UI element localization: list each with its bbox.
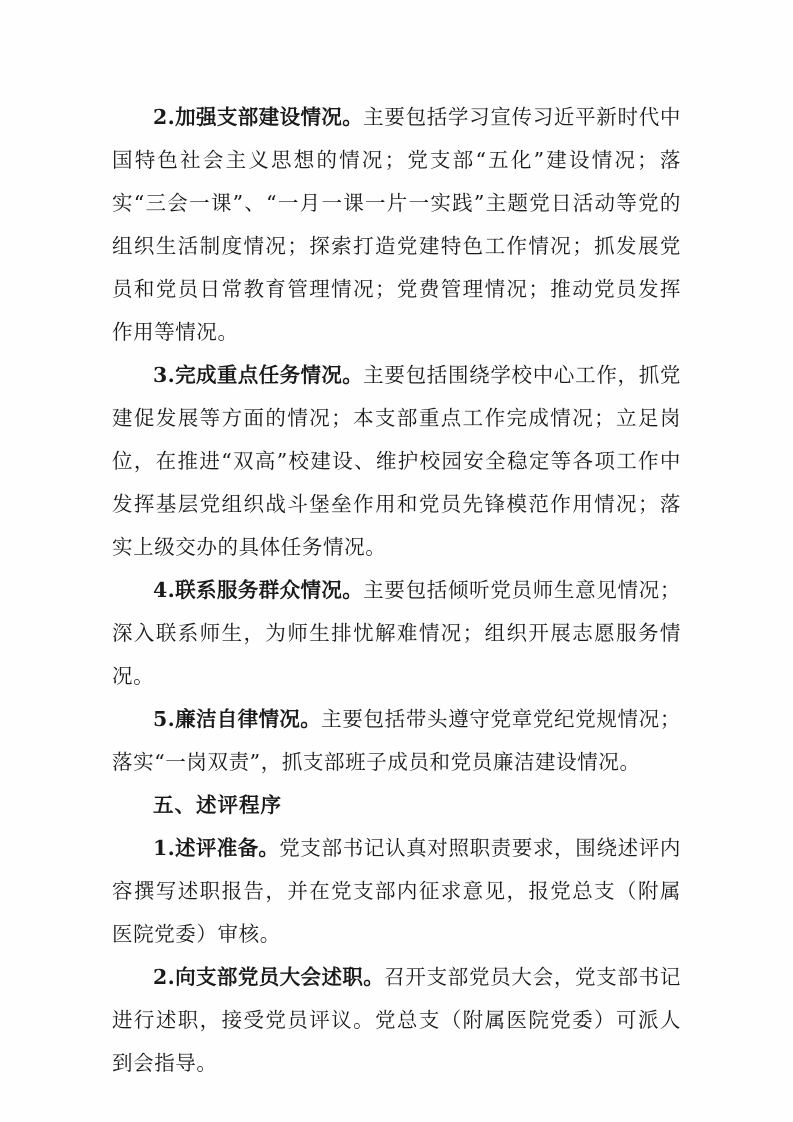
- paragraph-serving-masses: [112, 569, 681, 698]
- paragraph-key-tasks: [112, 354, 681, 569]
- paragraph-lead-label: 1.述评准备。: [153, 836, 280, 860]
- paragraph-lead-label: 2.向支部党员大会述职。: [153, 965, 385, 989]
- paragraph-text: 党支部书记认真对照职责要求，围绕述评内容撰写述职报告，并在党支部内征求意见，报党总支（附属医院党委）审核。: [112, 836, 681, 946]
- paragraph-lead-label: 3.完成重点任务情况。: [153, 363, 364, 387]
- paragraph-lead-label: 4.联系服务群众情况。: [153, 578, 364, 602]
- document-body: [112, 96, 681, 1085]
- section-heading-procedure: 五、述评程序: [153, 793, 282, 817]
- paragraph-lead-label: 2.加强支部建设情况。: [153, 105, 364, 129]
- paragraph-text: 主要包括学习宣传习近平新时代中国特色社会主义思想的情况；党支部“五化”建设情况；落实“三会一课”、“一月一课一片一实践”主题党日活动等党的组织生活制度情况；探索打造党建特色工作情况；抓发展党员和党员日常教育管理情况；党费管理情况；推动党员发挥作用等情况。: [112, 105, 682, 344]
- paragraph-branch-building: [112, 96, 681, 354]
- paragraph-report-to-assembly: [112, 956, 681, 1085]
- paragraph-text: 召开支部党员大会，党支部书记进行述职，接受党员评议。党总支（附属医院党委）可派人到会指导。: [112, 965, 681, 1075]
- paragraph-text: 主要包括围绕学校中心工作，抓党建促发展等方面的情况；本支部重点工作完成情况；立足岗位，在推进“双高”校建设、维护校园安全稳定等各项工作中发挥基层党组织战斗堡垒作用和党员先锋模范作用情况；落实上级交办的具体任务情况。: [112, 363, 682, 559]
- paragraph-text: 主要包括带头遵守党章党纪党规情况；落实“一岗双责”，抓支部班子成员和党员廉洁建设情况。: [112, 707, 681, 774]
- paragraph-lead-label: 5.廉洁自律情况。: [153, 707, 322, 731]
- paragraph-preparation: [112, 827, 681, 956]
- paragraph-integrity-discipline: [112, 698, 681, 784]
- paragraph-text: 主要包括倾听党员师生意见情况；深入联系师生，为师生排忧解难情况；组织开展志愿服务情况。: [112, 578, 682, 688]
